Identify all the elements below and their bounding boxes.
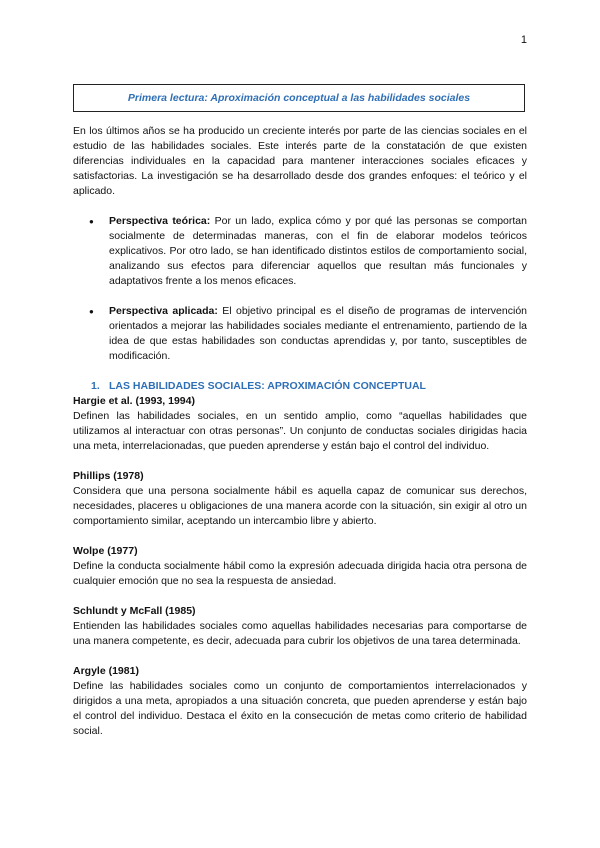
- perspective-label: Perspectiva aplicada:: [109, 305, 218, 317]
- author-definition: Definen las habilidades sociales, en un sentido amplio, como “aquellas habilidades que utilizamos al interactuar con otras personas”. Un conjunto de conductas sociales dirigidas hacia una meta, interrelacionadas, que pueden aprenderse y están bajo el control del individuo.: [73, 410, 527, 452]
- author-block-schlundt-mcfall: [73, 604, 527, 649]
- list-item-perspective-aplicada: [109, 304, 527, 364]
- section-number: 1.: [91, 380, 100, 392]
- author-definition: Entienden las habilidades sociales como aquellas habilidades necesarias para comportarse de una manera competente, es decir, adecuada para cubrir los objetivos de una tarea determinada.: [73, 620, 527, 647]
- author-name: Phillips (1978): [73, 470, 144, 482]
- perspective-text: Por un lado, explica cómo y por qué las personas se comportan socialmente de determinadas maneras, con el fin de elaborar modelos teóricos explicativos. Por otro lado, se han identificado distintos estilos de comportamiento social, analizando sus efectos para diferenciar aquellos que resultan más funcionales y adaptativos frente a los menos eficaces.: [109, 215, 527, 287]
- author-block-argyle: [73, 664, 527, 739]
- author-name: Argyle (1981): [73, 665, 139, 677]
- list-item-perspective-teorica: [109, 214, 527, 289]
- perspective-text: El objetivo principal es el diseño de programas de intervención orientados a mejorar las habilidades sociales mediante el entrenamiento, partiendo de la idea de que estas habilidades son conductas aprendidas y, por tanto, susceptibles de modificación.: [109, 305, 528, 362]
- author-block-wolpe: [73, 544, 527, 589]
- section-heading: [91, 379, 527, 394]
- author-definition: Considera que una persona socialmente hábil es aquella capaz de comunicar sus derechos, necesidades, placeres u obligaciones de una manera acorde con la situación, sin exigir al otro un comportamiento similar, aceptando un intercambio libre y abierto.: [73, 485, 527, 527]
- author-block-phillips: [73, 469, 527, 529]
- document-body: [73, 124, 527, 754]
- perspectives-list: [73, 214, 527, 364]
- intro-paragraph: En los últimos años se ha producido un creciente interés por parte de las ciencias sociales en el estudio de las habilidades sociales. Este interés parte de la constatación de que existen diferencias individuales en la capacidad para mantener interacciones sociales eficaces y satisfactorias. La investigación se ha desarrollado desde dos grandes enfoques: el teórico y el aplicado.: [73, 125, 527, 197]
- author-block-hargie: [73, 394, 527, 454]
- author-name: Schlundt y McFall (1985): [73, 605, 196, 617]
- author-name: Hargie et al. (1993, 1994): [73, 395, 195, 407]
- document-title-text: Primera lectura: Aproximación conceptual a las habilidades sociales: [127, 92, 471, 104]
- perspective-label: Perspectiva teórica:: [109, 215, 211, 227]
- page-number: 1: [520, 34, 527, 46]
- author-name: Wolpe (1977): [73, 545, 138, 557]
- author-definition: Define la conducta socialmente hábil como la expresión adecuada dirigida hacia otra persona de cualquier emoción que no sea la respuesta de ansiedad.: [73, 560, 527, 587]
- author-definition: Define las habilidades sociales como un conjunto de comportamientos interrelacionados y dirigidos a una meta, apropiados a una situación concreta, que pueden aprenderse y están bajo el control del individuo. Destaca el éxito en la consecución de metas como criterio de habilidad social.: [73, 680, 527, 737]
- document-title: [73, 84, 525, 112]
- section-heading-text: LAS HABILIDADES SOCIALES: APROXIMACIÓN CONCEPTUAL: [109, 380, 426, 392]
